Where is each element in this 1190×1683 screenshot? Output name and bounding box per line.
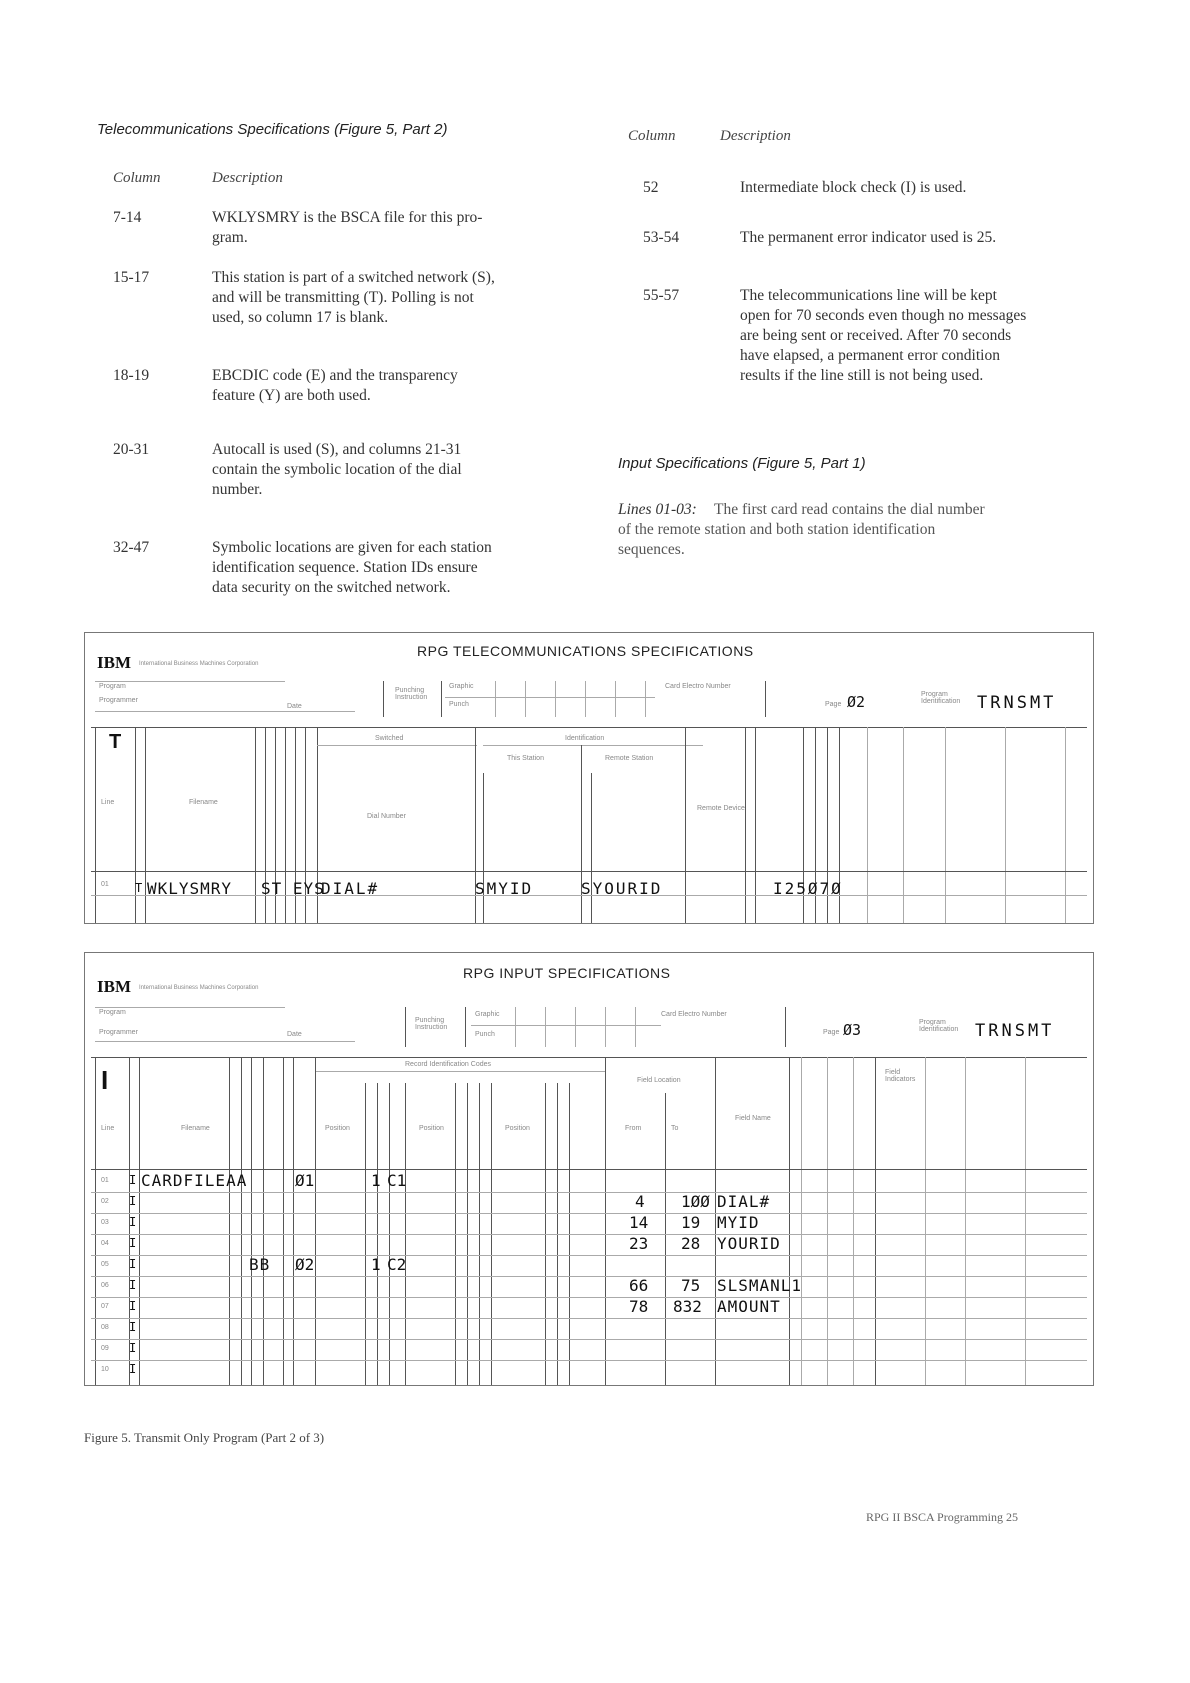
row-position-value: 1 [371, 1255, 381, 1274]
line-label: Line [101, 799, 115, 806]
row-line-number: 07 [101, 1303, 109, 1310]
page-number: Ø2 [847, 693, 866, 711]
entry-tail-values: I25Ø7Ø [773, 879, 843, 898]
row-type: I [129, 1236, 137, 1250]
desc-row [113, 366, 593, 410]
desc-column: 52 [643, 179, 659, 196]
position-3-label: Position [505, 1125, 530, 1132]
row-position-value: 1 [371, 1171, 381, 1190]
row-field-name: AMOUNT [717, 1297, 781, 1316]
program-label: Program [99, 683, 126, 690]
row-filename: CARDFILEAA [141, 1171, 248, 1190]
entry-remote-station-id: SYOURID [581, 879, 663, 898]
row-from: 23 [629, 1234, 649, 1253]
program-label: Program [99, 1009, 126, 1016]
row-from: 4 [635, 1192, 645, 1211]
ibm-corp-text: International Business Machines Corporation [139, 661, 259, 667]
desc-text: WKLYSMRY is the BSCA file for this pro- gram. [212, 209, 483, 246]
position-2-label: Position [419, 1125, 444, 1132]
desc-column: 15-17 [113, 269, 150, 286]
ibm-corp-text: International Business Machines Corporation [139, 985, 259, 991]
line-label: Line [101, 1125, 115, 1132]
card-electro-label: Card Electro Number [665, 683, 731, 690]
punching-instruction-label: Punching Instruction [395, 687, 428, 701]
desc-text: Autocall is used (S), and columns 21-31 contain the symbolic location of the dial number. [212, 441, 462, 498]
row-line-number: 02 [101, 1198, 109, 1205]
row-filename: BB [249, 1255, 271, 1274]
desc-column: 32-47 [113, 539, 150, 556]
desc-row [643, 286, 1113, 392]
date-label: Date [287, 1031, 302, 1038]
graphic-label: Graphic [475, 1011, 500, 1018]
lines-label: Lines 01-03: [618, 501, 697, 518]
programmer-label: Programmer [99, 1029, 138, 1036]
date-label: Date [287, 703, 302, 710]
row-from: 14 [629, 1213, 649, 1232]
desc-text: This station is part of a switched network (S), and will be transmitting (T). Polling is not used, so column 17 is blank. [212, 269, 495, 326]
input-rows [85, 1171, 1091, 1385]
desc-text: Symbolic locations are given for each station identification sequence. Station IDs ensure data security on the switched network. [212, 539, 492, 596]
row-line-number: 08 [101, 1324, 109, 1331]
form-title: RPG INPUT SPECIFICATIONS [463, 965, 671, 981]
switched-label: Switched [375, 735, 404, 742]
entry-filename: WKLYSMRY [147, 879, 233, 898]
field-indicators-label: Field Indicators [885, 1069, 916, 1083]
desc-column: 7-14 [113, 209, 142, 226]
row-type: I [129, 1278, 137, 1292]
row-line-number: 09 [101, 1345, 109, 1352]
row-type: I [129, 1173, 137, 1187]
page-footer: RPG II BSCA Programming 25 [866, 1510, 1019, 1524]
row-from: 66 [629, 1276, 649, 1295]
field-name-label: Field Name [735, 1115, 771, 1122]
page-label: Page [823, 1029, 840, 1036]
this-station-label: This Station [507, 755, 544, 762]
column-header-left: Column [113, 170, 161, 186]
row-type: I [129, 1362, 137, 1376]
row-line-number: 06 [101, 1282, 109, 1289]
desc-column: 53-54 [643, 229, 680, 246]
program-identification-label: Program Identification [919, 1019, 959, 1033]
punch-label: Punch [449, 701, 469, 708]
page-label: Page [825, 701, 842, 708]
desc-row [643, 178, 1113, 202]
description-header-left: Description [212, 170, 283, 186]
desc-text: EBCDIC code (E) and the transparency feature (Y) are both used. [212, 367, 458, 404]
desc-row [643, 228, 1113, 252]
row-to: 1ØØ [681, 1192, 710, 1211]
desc-row [113, 268, 593, 334]
field-location-label: Field Location [637, 1077, 681, 1084]
desc-text: The telecommunications line will be kept open for 70 seconds even though no messages are being sent or received. After 70 seconds have elapsed, a permanent error condition results if the line still is not being used. [740, 287, 1027, 384]
desc-column: 55-57 [643, 287, 680, 304]
graphic-label: Graphic [449, 683, 474, 690]
desc-row [113, 538, 593, 604]
input-section-text: The first card read contains the dial number of the remote station and both station identification sequences. [618, 501, 985, 558]
row-field-name: MYID [717, 1213, 760, 1232]
row-type: I [129, 1194, 137, 1208]
punch-label: Punch [475, 1031, 495, 1038]
form-type-letter: I [101, 1065, 109, 1095]
input-section-title: Input Specifications (Figure 5, Part 1) [618, 455, 866, 472]
entry-type: T [135, 881, 143, 895]
desc-row [113, 440, 593, 506]
entry-line-number: 01 [101, 881, 109, 888]
desc-column: 20-31 [113, 441, 150, 458]
row-type: I [129, 1299, 137, 1313]
row-line-number: 10 [101, 1366, 109, 1373]
telecom-spec-form [84, 632, 1094, 924]
row-type: I [129, 1341, 137, 1355]
remote-device-label: Remote Device [697, 805, 745, 812]
row-to: 19 [681, 1213, 701, 1232]
punching-instruction-label: Punching Instruction [415, 1017, 448, 1031]
row-sequence: Ø1 [295, 1171, 315, 1190]
program-identification-value: TRNSMT [975, 1021, 1055, 1041]
desc-text: Intermediate block check (I) is used. [740, 179, 967, 196]
desc-column: 18-19 [113, 367, 150, 384]
row-line-number: 05 [101, 1261, 109, 1268]
row-line-number: 04 [101, 1240, 109, 1247]
desc-text: The permanent error indicator used is 25. [740, 229, 997, 246]
position-1-label: Position [325, 1125, 350, 1132]
ibm-logo: IBM [97, 977, 131, 996]
page-number: Ø3 [843, 1021, 862, 1039]
from-label: From [625, 1125, 642, 1132]
row-to: 75 [681, 1276, 701, 1295]
filename-label: Filename [181, 1125, 210, 1132]
card-electro-label: Card Electro Number [661, 1011, 727, 1018]
record-identification-label: Record Identification Codes [405, 1061, 491, 1068]
identification-label: Identification [565, 735, 605, 742]
row-from: 78 [629, 1297, 649, 1316]
form-type-letter: T [109, 731, 122, 753]
description-header-right: Description [720, 128, 791, 144]
input-spec-form [84, 952, 1094, 1386]
row-line-number: 01 [101, 1177, 109, 1184]
row-to: 832 [673, 1297, 702, 1316]
entry-this-station-id: SMYID [475, 879, 534, 898]
remote-station-label: Remote Station [605, 755, 654, 762]
programmer-label: Programmer [99, 697, 138, 704]
row-type: I [129, 1215, 137, 1229]
column-header-right: Column [628, 128, 676, 144]
desc-row [113, 208, 593, 258]
entry-dial-number: DIAL# [321, 879, 380, 898]
entry-codes: ST EYS [261, 879, 325, 898]
row-sequence: Ø2 [295, 1255, 315, 1274]
row-type: I [129, 1320, 137, 1334]
to-label: To [671, 1125, 679, 1132]
program-identification-label: Program Identification [921, 691, 961, 705]
row-code: C1 [387, 1171, 407, 1190]
figure-caption: Figure 5. Transmit Only Program (Part 2 of 3) [84, 1430, 325, 1445]
row-to: 28 [681, 1234, 701, 1253]
row-field-name: YOURID [717, 1234, 781, 1253]
row-field-name: DIAL# [717, 1192, 771, 1211]
row-type: I [129, 1257, 137, 1271]
filename-label: Filename [189, 799, 218, 806]
ibm-logo: IBM [97, 653, 131, 672]
row-field-name: SLSMANL1 [717, 1276, 803, 1295]
row-line-number: 03 [101, 1219, 109, 1226]
dial-number-label: Dial Number [367, 813, 406, 820]
program-identification-value: TRNSMT [977, 693, 1057, 713]
telecom-section-title: Telecommunications Specifications (Figure 5, Part 2) [97, 121, 448, 138]
form-title: RPG TELECOMMUNICATIONS SPECIFICATIONS [417, 643, 754, 659]
row-code: C2 [387, 1255, 407, 1274]
